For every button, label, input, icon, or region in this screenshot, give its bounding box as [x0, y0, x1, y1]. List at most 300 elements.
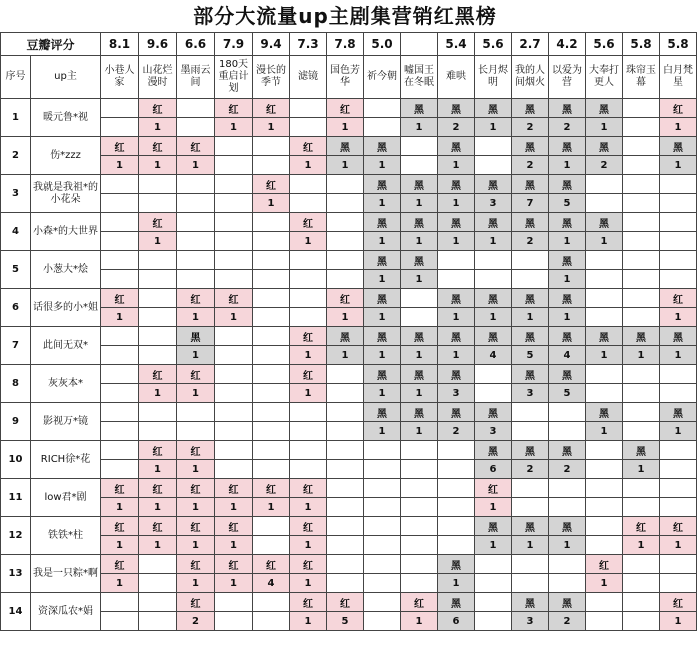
count-cell: 1 [364, 194, 401, 213]
count-cell: 3 [475, 422, 512, 441]
mark-cell: 黑 [623, 327, 660, 346]
count-cell: 1 [177, 574, 215, 593]
count-cell [290, 422, 327, 441]
table-row-counts [1, 612, 697, 631]
show-score: 7.9 [215, 33, 253, 56]
count-cell: 4 [475, 346, 512, 365]
count-cell: 1 [364, 346, 401, 365]
mark-cell: 黑 [475, 99, 512, 118]
mark-cell: 红 [101, 289, 139, 308]
mark-cell: 黑 [512, 175, 549, 194]
mark-cell [512, 479, 549, 498]
mark-cell: 黑 [586, 213, 623, 232]
count-cell: 1 [586, 118, 623, 137]
mark-cell [253, 327, 290, 346]
count-cell: 1 [177, 308, 215, 327]
count-cell [401, 460, 438, 479]
table-row-counts [1, 156, 697, 175]
count-cell [177, 422, 215, 441]
count-cell [364, 574, 401, 593]
mark-cell [623, 251, 660, 270]
up-header: up主 [31, 56, 101, 99]
mark-cell: 黑 [475, 441, 512, 460]
show-name: 180天重启计划 [215, 56, 253, 99]
mark-cell: 红 [215, 289, 253, 308]
count-cell [253, 346, 290, 365]
mark-cell: 红 [327, 593, 364, 612]
up-name: 我是一只粽*啊 [31, 555, 101, 593]
table-row [1, 327, 697, 346]
up-name: 影视万*镜 [31, 403, 101, 441]
count-cell [139, 308, 177, 327]
count-cell [364, 118, 401, 137]
show-name: 小巷人家 [101, 56, 139, 99]
count-cell: 2 [512, 156, 549, 175]
mark-cell [623, 555, 660, 574]
count-cell [475, 612, 512, 631]
mark-cell [512, 403, 549, 422]
mark-cell: 红 [139, 517, 177, 536]
count-cell: 1 [290, 574, 327, 593]
count-cell [253, 536, 290, 555]
table-row [1, 213, 697, 232]
count-cell [177, 118, 215, 137]
mark-cell: 红 [215, 479, 253, 498]
table-row-counts [1, 498, 697, 517]
count-cell [623, 156, 660, 175]
count-cell: 1 [177, 460, 215, 479]
up-name: 资深瓜农*娟 [31, 593, 101, 631]
score-row [1, 33, 697, 56]
up-name: 暖元鲁*视 [31, 99, 101, 137]
mark-cell: 红 [327, 99, 364, 118]
count-cell [364, 612, 401, 631]
count-cell: 1 [290, 384, 327, 403]
mark-cell [101, 403, 139, 422]
count-cell [290, 308, 327, 327]
show-name: 以爱为营 [549, 56, 586, 99]
count-cell [327, 270, 364, 289]
count-cell [623, 194, 660, 213]
count-cell [290, 194, 327, 213]
count-cell: 1 [586, 574, 623, 593]
mark-cell [364, 593, 401, 612]
row-number: 6 [1, 289, 31, 327]
table-row-counts [1, 308, 697, 327]
show-score: 5.6 [475, 33, 512, 56]
mark-cell: 黑 [327, 137, 364, 156]
count-cell: 1 [177, 498, 215, 517]
count-cell: 1 [101, 156, 139, 175]
mark-cell: 红 [290, 479, 327, 498]
mark-cell [327, 365, 364, 384]
count-cell [623, 118, 660, 137]
count-cell: 1 [364, 270, 401, 289]
show-score [401, 33, 438, 56]
mark-cell: 黑 [660, 137, 697, 156]
count-cell [215, 612, 253, 631]
count-cell [475, 156, 512, 175]
show-name: 我的人间烟火 [512, 56, 549, 99]
table-row-counts [1, 194, 697, 213]
mark-cell [327, 251, 364, 270]
mark-cell [253, 593, 290, 612]
count-cell: 1 [290, 612, 327, 631]
mark-cell: 红 [290, 137, 327, 156]
count-cell: 1 [660, 156, 697, 175]
count-cell [401, 308, 438, 327]
mark-cell: 红 [253, 479, 290, 498]
show-name: 长月烬明 [475, 56, 512, 99]
count-cell: 1 [660, 118, 697, 137]
count-cell [101, 346, 139, 365]
table-row-counts [1, 460, 697, 479]
count-cell [215, 194, 253, 213]
count-cell: 1 [660, 422, 697, 441]
count-cell: 1 [549, 536, 586, 555]
mark-cell: 红 [401, 593, 438, 612]
count-cell: 1 [586, 232, 623, 251]
mark-cell [253, 213, 290, 232]
mark-cell: 红 [290, 517, 327, 536]
mark-cell: 红 [660, 593, 697, 612]
count-cell: 1 [438, 346, 475, 365]
count-cell: 1 [364, 308, 401, 327]
count-cell: 1 [475, 118, 512, 137]
mark-cell: 红 [253, 99, 290, 118]
show-score: 8.1 [101, 33, 139, 56]
mark-cell [101, 365, 139, 384]
douban-score-label: 豆瓣评分 [1, 33, 101, 56]
count-cell [623, 498, 660, 517]
mark-cell [623, 479, 660, 498]
count-cell: 1 [401, 346, 438, 365]
mark-cell [215, 593, 253, 612]
mark-cell [253, 403, 290, 422]
count-cell [401, 536, 438, 555]
count-cell [438, 498, 475, 517]
table-row-counts [1, 422, 697, 441]
count-cell [660, 270, 697, 289]
row-number: 14 [1, 593, 31, 631]
mark-cell [549, 403, 586, 422]
mark-cell: 黑 [549, 441, 586, 460]
mark-cell: 黑 [475, 213, 512, 232]
mark-cell: 红 [139, 99, 177, 118]
mark-cell: 黑 [512, 441, 549, 460]
mark-cell: 红 [139, 213, 177, 232]
count-cell: 1 [401, 232, 438, 251]
count-cell [177, 270, 215, 289]
count-cell: 1 [401, 194, 438, 213]
mark-cell: 红 [290, 593, 327, 612]
mark-cell: 红 [327, 289, 364, 308]
mark-cell: 黑 [475, 403, 512, 422]
count-cell [253, 270, 290, 289]
count-cell: 6 [475, 460, 512, 479]
show-name-row [1, 56, 697, 99]
count-cell [475, 384, 512, 403]
mark-cell: 黑 [549, 593, 586, 612]
mark-cell [139, 289, 177, 308]
mark-cell [660, 365, 697, 384]
show-score: 9.4 [253, 33, 290, 56]
mark-cell: 红 [177, 479, 215, 498]
count-cell [512, 574, 549, 593]
show-score: 2.7 [512, 33, 549, 56]
count-cell [101, 194, 139, 213]
count-cell [623, 308, 660, 327]
mark-cell [177, 99, 215, 118]
count-cell: 1 [290, 232, 327, 251]
count-cell: 1 [549, 232, 586, 251]
count-cell: 1 [364, 422, 401, 441]
count-cell: 1 [475, 308, 512, 327]
count-cell: 1 [475, 536, 512, 555]
mark-cell: 黑 [364, 213, 401, 232]
mark-cell: 黑 [438, 365, 475, 384]
mark-cell [623, 175, 660, 194]
count-cell [660, 384, 697, 403]
count-cell: 1 [290, 156, 327, 175]
count-cell [215, 460, 253, 479]
mark-cell [253, 517, 290, 536]
table-row [1, 365, 697, 384]
show-name: 滤镜 [290, 56, 327, 99]
mark-cell: 黑 [438, 213, 475, 232]
count-cell [253, 156, 290, 175]
count-cell [623, 422, 660, 441]
count-cell [215, 422, 253, 441]
row-number: 2 [1, 137, 31, 175]
mark-cell: 红 [177, 517, 215, 536]
mark-cell [215, 137, 253, 156]
count-cell [512, 270, 549, 289]
row-number: 13 [1, 555, 31, 593]
count-cell: 1 [139, 232, 177, 251]
mark-cell [139, 251, 177, 270]
count-cell: 1 [327, 308, 364, 327]
count-cell [549, 574, 586, 593]
count-cell [215, 346, 253, 365]
mark-cell [623, 213, 660, 232]
mark-cell [512, 251, 549, 270]
mark-cell [586, 365, 623, 384]
mark-cell: 黑 [586, 327, 623, 346]
count-cell [586, 270, 623, 289]
show-score: 7.8 [327, 33, 364, 56]
mark-cell [475, 593, 512, 612]
row-number: 3 [1, 175, 31, 213]
row-number: 11 [1, 479, 31, 517]
mark-cell [101, 251, 139, 270]
count-cell [177, 232, 215, 251]
count-cell: 1 [215, 498, 253, 517]
count-cell: 2 [438, 422, 475, 441]
mark-cell [101, 441, 139, 460]
mark-cell [623, 99, 660, 118]
mark-cell [215, 175, 253, 194]
mark-cell: 黑 [438, 593, 475, 612]
mark-cell [623, 365, 660, 384]
count-cell [290, 270, 327, 289]
mark-cell [364, 517, 401, 536]
mark-cell [253, 365, 290, 384]
show-name: 白月梵星 [660, 56, 697, 99]
up-name: RICH徐*花 [31, 441, 101, 479]
mark-cell: 红 [253, 175, 290, 194]
up-name: 小葱大*烩 [31, 251, 101, 289]
count-cell [177, 194, 215, 213]
count-cell: 4 [253, 574, 290, 593]
mark-cell: 黑 [512, 213, 549, 232]
mark-cell [101, 213, 139, 232]
mark-cell [177, 175, 215, 194]
count-cell: 1 [177, 346, 215, 365]
up-name: 小森*的大世界 [31, 213, 101, 251]
count-cell [660, 574, 697, 593]
count-cell [253, 612, 290, 631]
mark-cell: 黑 [549, 289, 586, 308]
count-cell: 1 [438, 194, 475, 213]
mark-cell: 红 [139, 441, 177, 460]
count-cell: 2 [512, 460, 549, 479]
mark-cell: 黑 [512, 593, 549, 612]
count-cell: 1 [177, 536, 215, 555]
count-cell [139, 422, 177, 441]
mark-cell: 红 [177, 289, 215, 308]
mark-cell [512, 555, 549, 574]
mark-cell [290, 289, 327, 308]
table-row [1, 289, 697, 308]
mark-cell [623, 137, 660, 156]
mark-cell [660, 175, 697, 194]
mark-cell [475, 555, 512, 574]
count-cell: 1 [290, 498, 327, 517]
count-cell [101, 422, 139, 441]
mark-cell: 黑 [438, 175, 475, 194]
mark-cell [177, 251, 215, 270]
mark-cell: 黑 [327, 327, 364, 346]
mark-cell [586, 289, 623, 308]
mark-cell: 黑 [512, 289, 549, 308]
show-name: 难哄 [438, 56, 475, 99]
table-row [1, 251, 697, 270]
mark-cell: 红 [101, 137, 139, 156]
mark-cell [586, 593, 623, 612]
mark-cell: 黑 [549, 365, 586, 384]
row-number: 10 [1, 441, 31, 479]
mark-cell: 黑 [475, 327, 512, 346]
count-cell [660, 194, 697, 213]
up-name: 此间无双* [31, 327, 101, 365]
mark-cell: 红 [177, 555, 215, 574]
count-cell [401, 574, 438, 593]
mark-cell: 红 [215, 99, 253, 118]
mark-cell: 黑 [512, 517, 549, 536]
mark-cell: 红 [101, 517, 139, 536]
count-cell: 1 [327, 346, 364, 365]
mark-cell: 黑 [401, 99, 438, 118]
count-cell [512, 422, 549, 441]
mark-cell: 黑 [549, 137, 586, 156]
show-name: 山花烂漫时 [139, 56, 177, 99]
mark-cell: 黑 [438, 99, 475, 118]
mark-cell [586, 517, 623, 536]
mark-cell [438, 251, 475, 270]
count-cell [623, 574, 660, 593]
count-cell: 6 [438, 612, 475, 631]
table-row [1, 555, 697, 574]
count-cell [586, 612, 623, 631]
count-cell [253, 422, 290, 441]
count-cell: 1 [549, 308, 586, 327]
count-cell: 2 [512, 118, 549, 137]
show-score: 7.3 [290, 33, 327, 56]
table-row-counts [1, 346, 697, 365]
count-cell: 1 [253, 118, 290, 137]
show-score: 5.8 [623, 33, 660, 56]
show-name: 漫长的季节 [253, 56, 290, 99]
mark-cell [101, 593, 139, 612]
count-cell: 1 [623, 346, 660, 365]
count-cell: 1 [475, 232, 512, 251]
mark-cell [401, 289, 438, 308]
count-cell: 1 [512, 536, 549, 555]
up-name: 伤*zzz [31, 137, 101, 175]
count-cell [660, 232, 697, 251]
count-cell [623, 270, 660, 289]
count-cell [253, 460, 290, 479]
show-score: 9.6 [139, 33, 177, 56]
show-name: 墨雨云间 [177, 56, 215, 99]
mark-cell [660, 213, 697, 232]
table-row-counts [1, 232, 697, 251]
mark-cell [364, 99, 401, 118]
show-score: 5.4 [438, 33, 475, 56]
mark-cell: 黑 [401, 327, 438, 346]
mark-cell [215, 365, 253, 384]
mark-cell: 黑 [549, 327, 586, 346]
mark-cell: 黑 [438, 137, 475, 156]
mark-cell: 黑 [177, 327, 215, 346]
mark-cell: 黑 [549, 251, 586, 270]
mark-cell: 黑 [401, 251, 438, 270]
mark-cell [623, 593, 660, 612]
mark-cell: 红 [660, 517, 697, 536]
count-cell: 1 [364, 384, 401, 403]
mark-cell [253, 289, 290, 308]
table-row [1, 517, 697, 536]
mark-cell [139, 555, 177, 574]
count-cell [215, 156, 253, 175]
mark-cell: 黑 [586, 403, 623, 422]
count-cell [623, 232, 660, 251]
mark-cell: 黑 [512, 327, 549, 346]
count-cell [327, 384, 364, 403]
mark-cell [253, 137, 290, 156]
count-cell: 1 [290, 346, 327, 365]
mark-cell: 黑 [623, 441, 660, 460]
count-cell: 1 [101, 498, 139, 517]
count-cell: 1 [438, 308, 475, 327]
count-cell: 2 [438, 118, 475, 137]
mark-cell [364, 555, 401, 574]
count-cell [586, 194, 623, 213]
count-cell [586, 384, 623, 403]
table-row [1, 441, 697, 460]
count-cell: 1 [660, 612, 697, 631]
